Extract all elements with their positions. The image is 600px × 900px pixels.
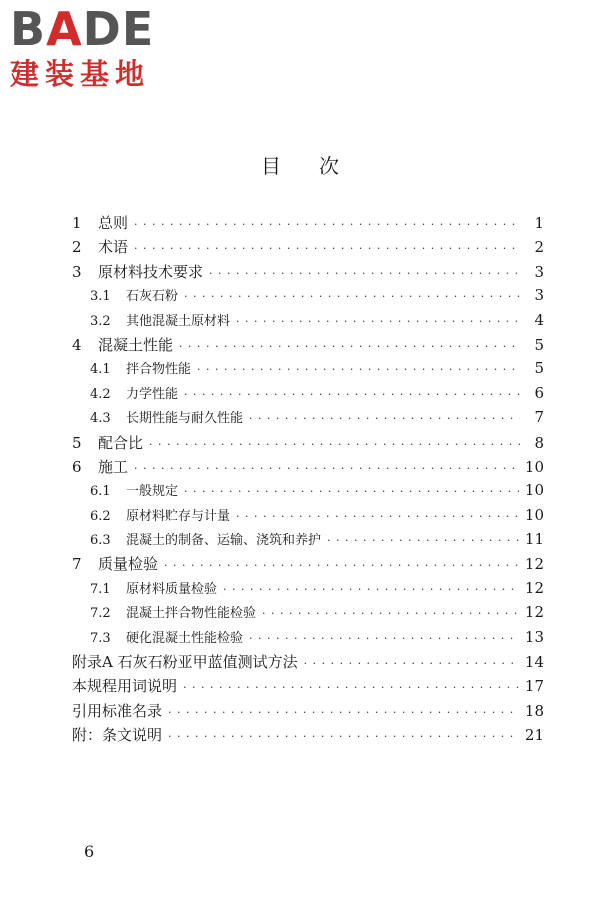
toc-entry-page: 5 <box>534 359 544 378</box>
toc-entry-number: 6.1 <box>90 484 111 500</box>
logo-subtitle: 建装基地 <box>10 57 151 91</box>
toc-entry-title: 长期性能与耐久性能 <box>126 411 244 427</box>
toc-entry-number: 7 <box>72 555 82 574</box>
toc-entry-title: 其他混凝土原材料 <box>126 313 231 329</box>
toc-entry[interactable] <box>72 358 544 382</box>
toc-leader-dots <box>134 242 520 255</box>
toc-entry-title: 原材料贮存与计量 <box>126 508 231 524</box>
toc-entry-title: 拌合物性能 <box>126 362 192 378</box>
toc-entry-page: 10 <box>524 457 544 476</box>
toc-entry-page: 12 <box>524 555 544 574</box>
toc-entry[interactable] <box>72 212 544 236</box>
toc-entry-title: 本规程用词说明 <box>72 677 178 696</box>
toc-entry-page: 14 <box>524 653 544 672</box>
toc-entry-title: 混凝土性能 <box>98 335 174 354</box>
toc-entry-number: 3.1 <box>90 289 111 305</box>
toc-entry-page: 10 <box>524 505 544 524</box>
toc-entry-page: 18 <box>524 701 544 720</box>
toc-entry-page: 3 <box>534 286 544 305</box>
toc-entry[interactable] <box>72 236 544 260</box>
toc-entry[interactable] <box>72 578 544 602</box>
toc-entry[interactable] <box>72 602 544 626</box>
toc-entry[interactable] <box>72 529 544 553</box>
toc-entry-title: 质量检验 <box>98 555 159 574</box>
toc-entry-number: 4 <box>72 335 82 354</box>
toc-leader-dots <box>134 218 520 231</box>
toc-entry-title: 施工 <box>98 457 129 476</box>
toc-entry-number: 7.1 <box>90 581 111 597</box>
toc-entry-page: 3 <box>534 262 544 281</box>
toc-entry-page: 6 <box>534 383 544 402</box>
toc-entry-page: 17 <box>524 677 544 696</box>
toc-leader-dots <box>262 607 519 620</box>
toc-leader-dots <box>249 632 519 645</box>
logo-brand-left: B <box>10 2 47 56</box>
toc-entry-number: 7.3 <box>90 630 111 646</box>
toc-entry-page: 5 <box>534 335 544 354</box>
toc-entry[interactable] <box>72 383 544 407</box>
toc-entry[interactable] <box>72 407 544 431</box>
toc-leader-dots <box>223 583 519 596</box>
toc-entry-number: 2 <box>72 238 82 257</box>
toc-leader-dots <box>184 290 520 303</box>
toc-entry-title: 附录A 石灰石粉亚甲蓝值测试方法 <box>72 653 298 672</box>
toc-entry-title: 原材料质量检验 <box>126 581 218 597</box>
toc-entry-number: 4.3 <box>90 411 111 427</box>
toc-leader-dots <box>184 485 519 498</box>
toc-entry-number: 1 <box>72 214 82 232</box>
toc-entry-number: 5 <box>72 433 82 452</box>
toc-leader-dots <box>149 438 520 451</box>
toc-entry-page: 1 <box>534 214 544 232</box>
toc-entry-number: 6 <box>72 457 82 476</box>
toc-leader-dots <box>209 267 520 280</box>
logo-brand <box>10 2 175 56</box>
toc-entry[interactable] <box>72 627 544 651</box>
toc-leader-dots <box>184 388 520 401</box>
toc-entry-title: 混凝土的制备、运输、浇筑和养护 <box>126 533 322 549</box>
toc-entry-page: 12 <box>524 603 544 622</box>
toc-entry-page: 21 <box>524 726 544 745</box>
toc-leader-dots <box>179 340 520 353</box>
toc-entry-title: 石灰石粉 <box>126 289 179 305</box>
toc-entry-title: 配合比 <box>98 433 144 452</box>
toc-entry[interactable] <box>72 700 544 724</box>
toc-entry-title: 术语 <box>98 238 129 257</box>
toc-entry-title: 原材料技术要求 <box>98 262 204 281</box>
toc-leader-dots <box>183 681 519 694</box>
logo <box>10 2 175 91</box>
page-number: 6 <box>84 842 95 861</box>
toc-leader-dots <box>236 510 519 523</box>
toc-leader-dots <box>164 559 519 572</box>
toc-entry[interactable] <box>72 310 544 334</box>
toc-entry[interactable] <box>72 480 544 504</box>
toc-entry[interactable] <box>72 456 544 480</box>
toc-entry-title: 力学性能 <box>126 386 179 402</box>
toc-leader-dots <box>327 534 519 547</box>
page-title: 目次 <box>261 154 377 178</box>
toc-entry[interactable] <box>72 285 544 309</box>
toc-entry-title: 总则 <box>98 214 129 232</box>
toc-entry-page: 10 <box>524 481 544 500</box>
toc-leader-dots <box>304 657 519 670</box>
toc-entry-title: 一般规定 <box>126 484 179 500</box>
toc-leader-dots <box>197 363 520 376</box>
toc-entry-page: 8 <box>534 433 544 452</box>
toc-entry-number: 7.2 <box>90 606 111 622</box>
toc-entry-title: 混凝土拌合物性能检验 <box>126 606 257 622</box>
toc-entry-number: 4.1 <box>90 362 111 378</box>
toc-entry[interactable] <box>72 724 544 748</box>
toc-entry-title: 硬化混凝土性能检验 <box>126 630 244 646</box>
toc-leader-dots <box>168 730 519 743</box>
logo-brand-right: DE <box>82 2 155 56</box>
toc-entry-title: 引用标准名录 <box>72 701 163 720</box>
toc-entry-number: 3.2 <box>90 313 111 329</box>
toc-entry-number: 3 <box>72 262 82 281</box>
toc-entry-page: 11 <box>524 530 544 549</box>
toc-entry[interactable] <box>72 651 544 675</box>
toc-entry-page: 4 <box>534 310 544 329</box>
toc-entry-page: 12 <box>524 578 544 597</box>
toc-leader-dots <box>249 412 520 425</box>
logo-brand-accent: A <box>46 2 83 56</box>
toc-leader-dots <box>168 706 519 719</box>
toc-entry-number: 6.2 <box>90 508 111 524</box>
toc-entry-title: 附：条文说明 <box>72 726 163 745</box>
toc-entry-page: 2 <box>534 238 544 257</box>
toc-entry-page: 13 <box>524 627 544 646</box>
toc-entry[interactable] <box>72 432 544 456</box>
toc-entry[interactable] <box>72 261 544 285</box>
toc-entry[interactable] <box>72 675 544 699</box>
toc-leader-dots <box>236 315 520 328</box>
toc-entry-page: 7 <box>534 408 544 427</box>
toc-entry[interactable] <box>72 334 544 358</box>
table-of-contents <box>72 212 544 749</box>
toc-entry-number: 4.2 <box>90 386 111 402</box>
toc-entry[interactable] <box>72 505 544 529</box>
toc-leader-dots <box>134 462 519 475</box>
toc-entry-number: 6.3 <box>90 533 111 549</box>
toc-entry[interactable] <box>72 553 544 577</box>
